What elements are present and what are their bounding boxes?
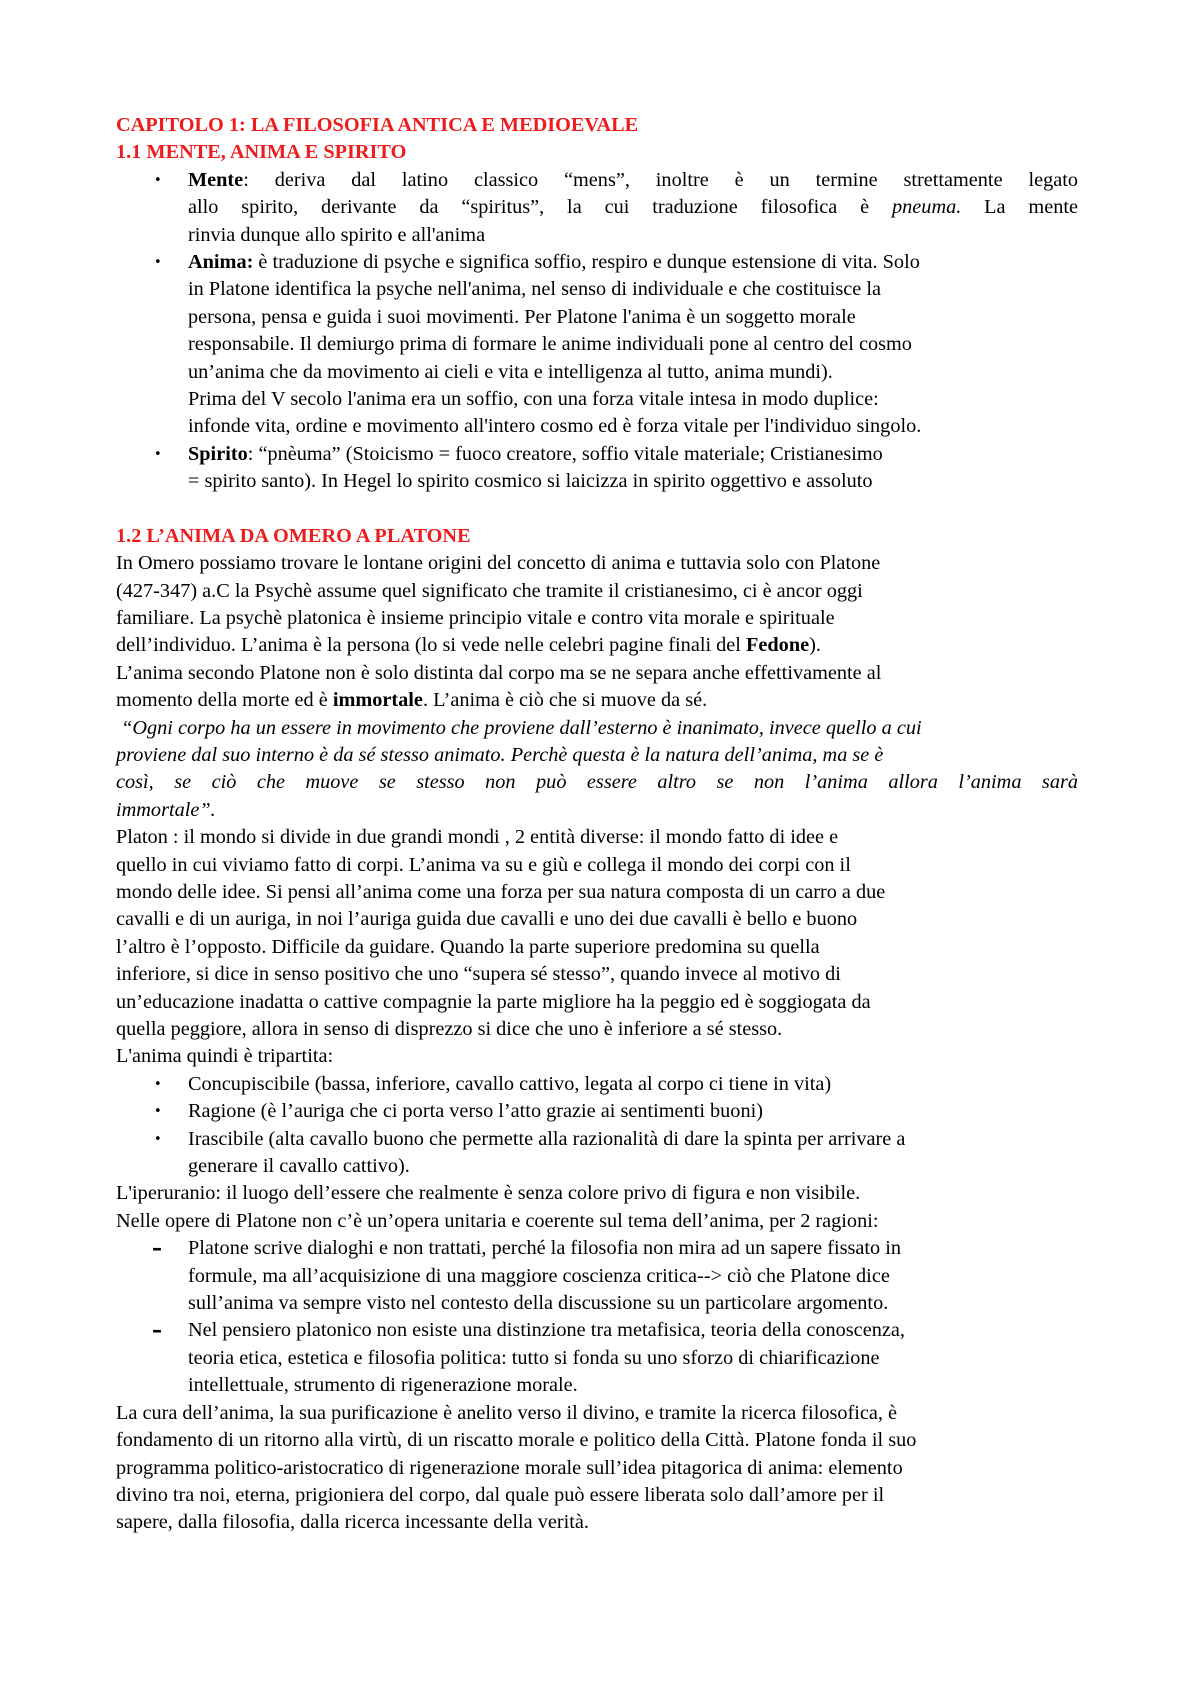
term-anima: Anima:	[188, 251, 254, 274]
document-body	[116, 112, 1078, 1537]
paragraph-line: Mente: deriva dal latino classico “mens”, inoltre è un termine strettamente legato	[188, 168, 1078, 191]
paragraph-line: teoria etica, estetica e filosofia politica: tutto si fonda su uno sforzo di chiarificazione	[188, 1346, 880, 1369]
paragraph-immortale	[116, 660, 1078, 715]
paragraph-line: in Platone identifica la psyche nell'anima, nel senso di individuale e che costituisce la	[188, 278, 882, 301]
quote-line: immortale”.	[116, 798, 216, 821]
dash-marker: –	[152, 1318, 162, 1343]
list-item-spirito	[116, 441, 1078, 496]
paragraph-line: sull’anima va sempre visto nel contesto della discussione su un particolare argomento.	[188, 1292, 889, 1315]
paragraph-line: rinvia dunque allo spirito e all'anima	[188, 223, 486, 246]
list-item-reason-dialoghi	[116, 1235, 1078, 1317]
term-spirito: Spirito	[188, 442, 248, 465]
paragraph-line: dell’individuo. L’anima è la persona (lo si vede nelle celebri pagine finali del Fedone).	[116, 634, 821, 657]
paragraph-line: L’anima secondo Platone non è solo distinta dal corpo ma se ne separa anche effettivamente al	[116, 661, 882, 684]
paragraph-line: intellettuale, strumento di rigenerazione morale.	[188, 1374, 578, 1397]
paragraph-line: cavalli e di un auriga, in noi l’auriga guida due cavalli e uno dei due cavalli è bello e buono	[116, 908, 858, 931]
spacer	[116, 496, 1078, 523]
paragraph-line: La cura dell’anima, la sua purificazione è anelito verso il divino, e tramite la ricerca filosofica, è	[116, 1401, 898, 1424]
italic-pneuma: pneuma.	[892, 196, 962, 219]
bullet-marker: •	[154, 1131, 162, 1147]
paragraph-omero	[116, 550, 1078, 660]
list-item-reason-distinzione	[116, 1317, 1078, 1399]
dash-marker: –	[152, 1236, 162, 1261]
quote-line: così, se ciò che muove se stesso non può essere altro se non l’anima allora l’anima sarà	[116, 771, 1078, 794]
list-item-anima	[116, 249, 1078, 441]
paragraph-line: Concupiscibile (bassa, inferiore, cavallo cattivo, legata al corpo ci tiene in vita)	[188, 1072, 832, 1095]
paragraph-line: In Omero possiamo trovare le lontane origini del concetto di anima e tuttavia solo con Platone	[116, 552, 881, 575]
paragraph-line: Platone scrive dialoghi e non trattati, perché la filosofia non mira ad un sapere fissato in	[188, 1237, 902, 1260]
paragraph-line: quella peggiore, allora in senso di disprezzo si dice che uno è inferiore a sé stesso.	[116, 1018, 783, 1040]
paragraph-line: allo spirito, derivante da “spiritus”, la cui traduzione filosofica è pneuma. La mente	[188, 196, 1078, 219]
paragraph-line: familiare. La psychè platonica è insieme principio vitale e contro vita morale e spirituale	[116, 606, 835, 629]
bullet-marker: •	[154, 1104, 162, 1120]
paragraph-line: un’anima che da movimento ai cieli e vita e intelligenza al tutto, anima mundi).	[188, 360, 833, 383]
paragraph-line: infonde vita, ordine e movimento all'intero cosmo ed è forza vitale per l'individuo singolo.	[188, 415, 922, 438]
list-item-ragione	[116, 1098, 1078, 1125]
paragraph-line: inferiore, si dice in senso positivo che uno “supera sé stesso”, quando invece al motivo di	[116, 963, 841, 986]
section-title-1-2: 1.2 L’ANIMA DA OMERO A PLATONE	[116, 524, 471, 547]
iperuranio-line: L'iperuranio: il luogo dell’essere che realmente è senza colore privo di figura e non visibile.	[116, 1182, 861, 1205]
bullet-marker: •	[154, 172, 162, 188]
quote-line: proviene dal suo interno è da sé stesso animato. Perchè questa è la natura dell’anima, ma se è	[116, 743, 884, 766]
paragraph-line: formule, ma all’acquisizione di una maggiore coscienza critica--> ciò che Platone dice	[188, 1264, 890, 1287]
quote-block	[116, 715, 1078, 825]
list-item-irascibile	[116, 1126, 1078, 1181]
paragraph-line: (427-347) a.C la Psychè assume quel significato che tramite il cristianesimo, ci è ancor oggi	[116, 579, 863, 602]
paragraph-cura-anima	[116, 1400, 1078, 1537]
paragraph-line: persona, pensa e guida i suoi movimenti. Per Platone l'anima è un soggetto morale	[188, 305, 856, 328]
paragraph-line: responsabile. Il demiurgo prima di formare le anime individuali pone al centro del cosmo	[188, 333, 912, 356]
paragraph-line: programma politico-aristocratico di rigenerazione morale sull’idea pitagorica di anima: elemento	[116, 1456, 903, 1479]
quote-line: “Ogni corpo ha un essere in movimento che proviene dall’esterno è inanimato, invece quello a cui	[116, 716, 922, 739]
paragraph-line: Ragione (è l’auriga che ci porta verso l’atto grazie ai sentimenti buoni)	[188, 1100, 763, 1123]
bullet-marker: •	[154, 255, 162, 271]
bullet-marker: •	[154, 1076, 162, 1092]
list-item-mente	[116, 167, 1078, 249]
term-mente: Mente	[188, 168, 244, 191]
paragraph-line: un’educazione inadatta o cattive compagnie la parte migliore ha la peggio ed è soggiogata da	[116, 990, 871, 1013]
tripartita-line: L'anima quindi è tripartita:	[116, 1045, 334, 1068]
paragraph-line: fondamento di un ritorno alla virtù, di un riscatto morale e politico della Città. Platone fonda il suo	[116, 1429, 917, 1452]
section-title-1-1: 1.1 MENTE, ANIMA E SPIRITO	[116, 141, 407, 164]
paragraph-line: generare il cavallo cattivo).	[188, 1155, 410, 1178]
paragraph-platon	[116, 824, 1078, 1043]
paragraph-line: Irascibile (alta cavallo buono che permette alla razionalità di dare la spinta per arrivare a	[188, 1127, 906, 1150]
paragraph-line: l’altro è l’opposto. Difficile da guidare. Quando la parte superiore predomina su quella	[116, 935, 820, 958]
opere-line: Nelle opere di Platone non c’è un’opera unitaria e coerente sul tema dell’anima, per 2 ragioni:	[116, 1209, 879, 1232]
list-item-concupiscibile	[116, 1071, 1078, 1098]
paragraph-line: Anima: è traduzione di psyche e significa soffio, respiro e dunque estensione di vita. Solo	[188, 251, 920, 274]
paragraph-line: mondo delle idee. Si pensi all’anima come una forza per sua natura composta di un carro a due	[116, 880, 886, 903]
paragraph-line: Nel pensiero platonico non esiste una distinzione tra metafisica, teoria della conoscenza,	[188, 1319, 905, 1342]
paragraph-line: quello in cui viviamo fatto di corpi. L’anima va su e giù e collega il mondo dei corpi con il	[116, 853, 851, 876]
paragraph-line: Platon : il mondo si divide in due grandi mondi , 2 entità diverse: il mondo fatto di idee e	[116, 826, 839, 849]
bold-fedone: Fedone	[746, 634, 810, 657]
paragraph-line: sapere, dalla filosofia, dalla ricerca incessante della verità.	[116, 1511, 589, 1534]
bold-immortale: immortale	[332, 689, 423, 712]
paragraph-line: divino tra noi, eterna, prigioniera del corpo, dal quale può essere liberata solo dall’amore per il	[116, 1483, 885, 1506]
chapter-title: CAPITOLO 1: LA FILOSOFIA ANTICA E MEDIOEVALE	[116, 114, 639, 136]
paragraph-line: Spirito: “pnèuma” (Stoicismo = fuoco creatore, soffio vitale materiale; Cristianesimo	[188, 442, 883, 465]
bullet-marker: •	[154, 446, 162, 462]
paragraph-line: Prima del V secolo l'anima era un soffio, con una forza vitale intesa in modo duplice:	[188, 388, 879, 411]
paragraph-line: momento della morte ed è immortale. L’anima è ciò che si muove da sé.	[116, 689, 708, 712]
paragraph-line: = spirito santo). In Hegel lo spirito cosmico si laicizza in spirito oggettivo e assoluto	[188, 470, 873, 493]
